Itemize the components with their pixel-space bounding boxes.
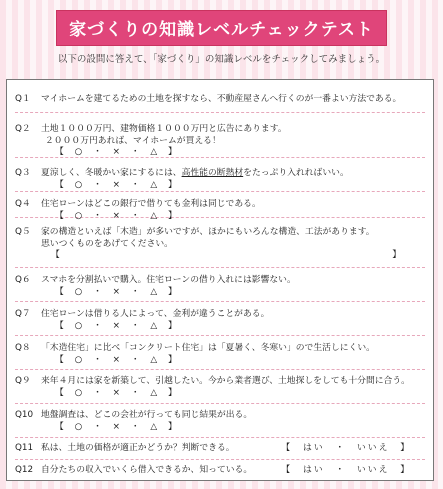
question-4	[15, 192, 425, 221]
question-number: Q６	[15, 275, 31, 285]
question-12	[15, 460, 425, 482]
question-box	[6, 79, 434, 481]
question-2	[15, 113, 425, 158]
title-banner	[0, 10, 443, 46]
question-text: 土地１０００万円、建物価格１０００万円と広告にあります。	[41, 124, 287, 134]
page-title: 家づくりの知識レベルチェックテスト	[56, 10, 387, 46]
open-bracket: 【	[51, 250, 60, 260]
question-number: Q９	[15, 376, 31, 386]
question-text: 住宅ローンは借りる人によって、金利が違うことがある。	[41, 309, 270, 319]
question-11	[15, 438, 425, 460]
answer-choice[interactable]: 【 ○ ・ × ・ △ 】	[55, 421, 178, 432]
question-3	[15, 158, 425, 192]
question-8	[15, 336, 425, 370]
question-number: Q４	[15, 199, 31, 209]
question-1	[15, 80, 425, 113]
question-number: Q12	[15, 465, 34, 475]
question-7	[15, 302, 425, 336]
close-bracket: 】	[392, 250, 401, 260]
question-number: Q７	[15, 309, 31, 319]
question-number: Q１	[15, 94, 31, 104]
question-number: Q３	[15, 168, 31, 178]
yes-no-choice[interactable]: 【 はい ・ いいえ 】	[281, 443, 411, 453]
answer-choice[interactable]: 【 ○ ・ × ・ △ 】	[55, 147, 178, 157]
question-text: 自分たちの収入でいくら借入できるか、知っている。	[41, 465, 253, 475]
answer-choice[interactable]: 【 ○ ・ × ・ △ 】	[55, 387, 178, 398]
yes-no-choice[interactable]: 【 はい ・ いいえ 】	[281, 465, 411, 475]
free-answer-field[interactable]	[51, 250, 401, 262]
question-text: 私は、土地の価格が適正かどうか？判断できる。	[41, 443, 235, 453]
question-text: 「木造住宅」に比べ「コンクリート住宅」は「夏暑く、冬寒い」ので生活しにくい。	[41, 343, 375, 353]
question-9	[15, 370, 425, 404]
question-text: マイホームを建てるための土地を探すなら、不動産屋さんへ行くのが一番よい方法である。	[41, 94, 402, 104]
answer-choice[interactable]: 【 ○ ・ × ・ △ 】	[55, 354, 178, 365]
underlined-term: 高性能の断熱材	[181, 168, 244, 178]
question-text-part: をたっぷり入れればいい。	[243, 168, 349, 178]
answer-choice[interactable]: 【 ○ ・ × ・ △ 】	[55, 210, 178, 221]
question-text: 家の構造といえば「木造」が多いですが、ほかにもいろんな構造、工法があります。	[41, 227, 375, 237]
question-number: Q11	[15, 443, 34, 453]
question-text: 来年４月には家を新築して、引越したい。今から業者選び、土地探しをしても十分間に合う。	[41, 376, 410, 386]
question-number: Q８	[15, 343, 31, 353]
question-text-part: 夏涼しく、冬暖かい家にするには、	[41, 168, 182, 178]
question-text	[41, 168, 425, 180]
question-number: Q５	[15, 227, 31, 237]
question-10	[15, 404, 425, 438]
question-text: 住宅ローンはどこの銀行で借りても金利は同じである。	[41, 199, 261, 209]
intro-text: 以下の設問に答えて、「家づくり」の知識レベルをチェックしてみましょう。	[57, 54, 386, 65]
question-text: スマホを分割払いで購入。住宅ローンの借り入れには影響ない。	[41, 275, 296, 285]
question-number: Q２	[15, 124, 31, 134]
question-number: Q10	[15, 410, 34, 420]
answer-choice[interactable]: 【 ○ ・ × ・ △ 】	[55, 286, 178, 297]
question-text: 地盤調査は、どこの会社が行っても同じ結果が出る。	[41, 410, 253, 420]
question-text-line2: 思いつくものをあげてください。	[41, 238, 173, 249]
question-6	[15, 268, 425, 302]
answer-choice[interactable]: 【 ○ ・ × ・ △ 】	[55, 320, 178, 331]
question-5	[15, 218, 425, 268]
question-text-line2: ２０００万円あれば、マイホームが買える！	[45, 135, 221, 146]
answer-choice[interactable]: 【 ○ ・ × ・ △ 】	[55, 179, 178, 190]
